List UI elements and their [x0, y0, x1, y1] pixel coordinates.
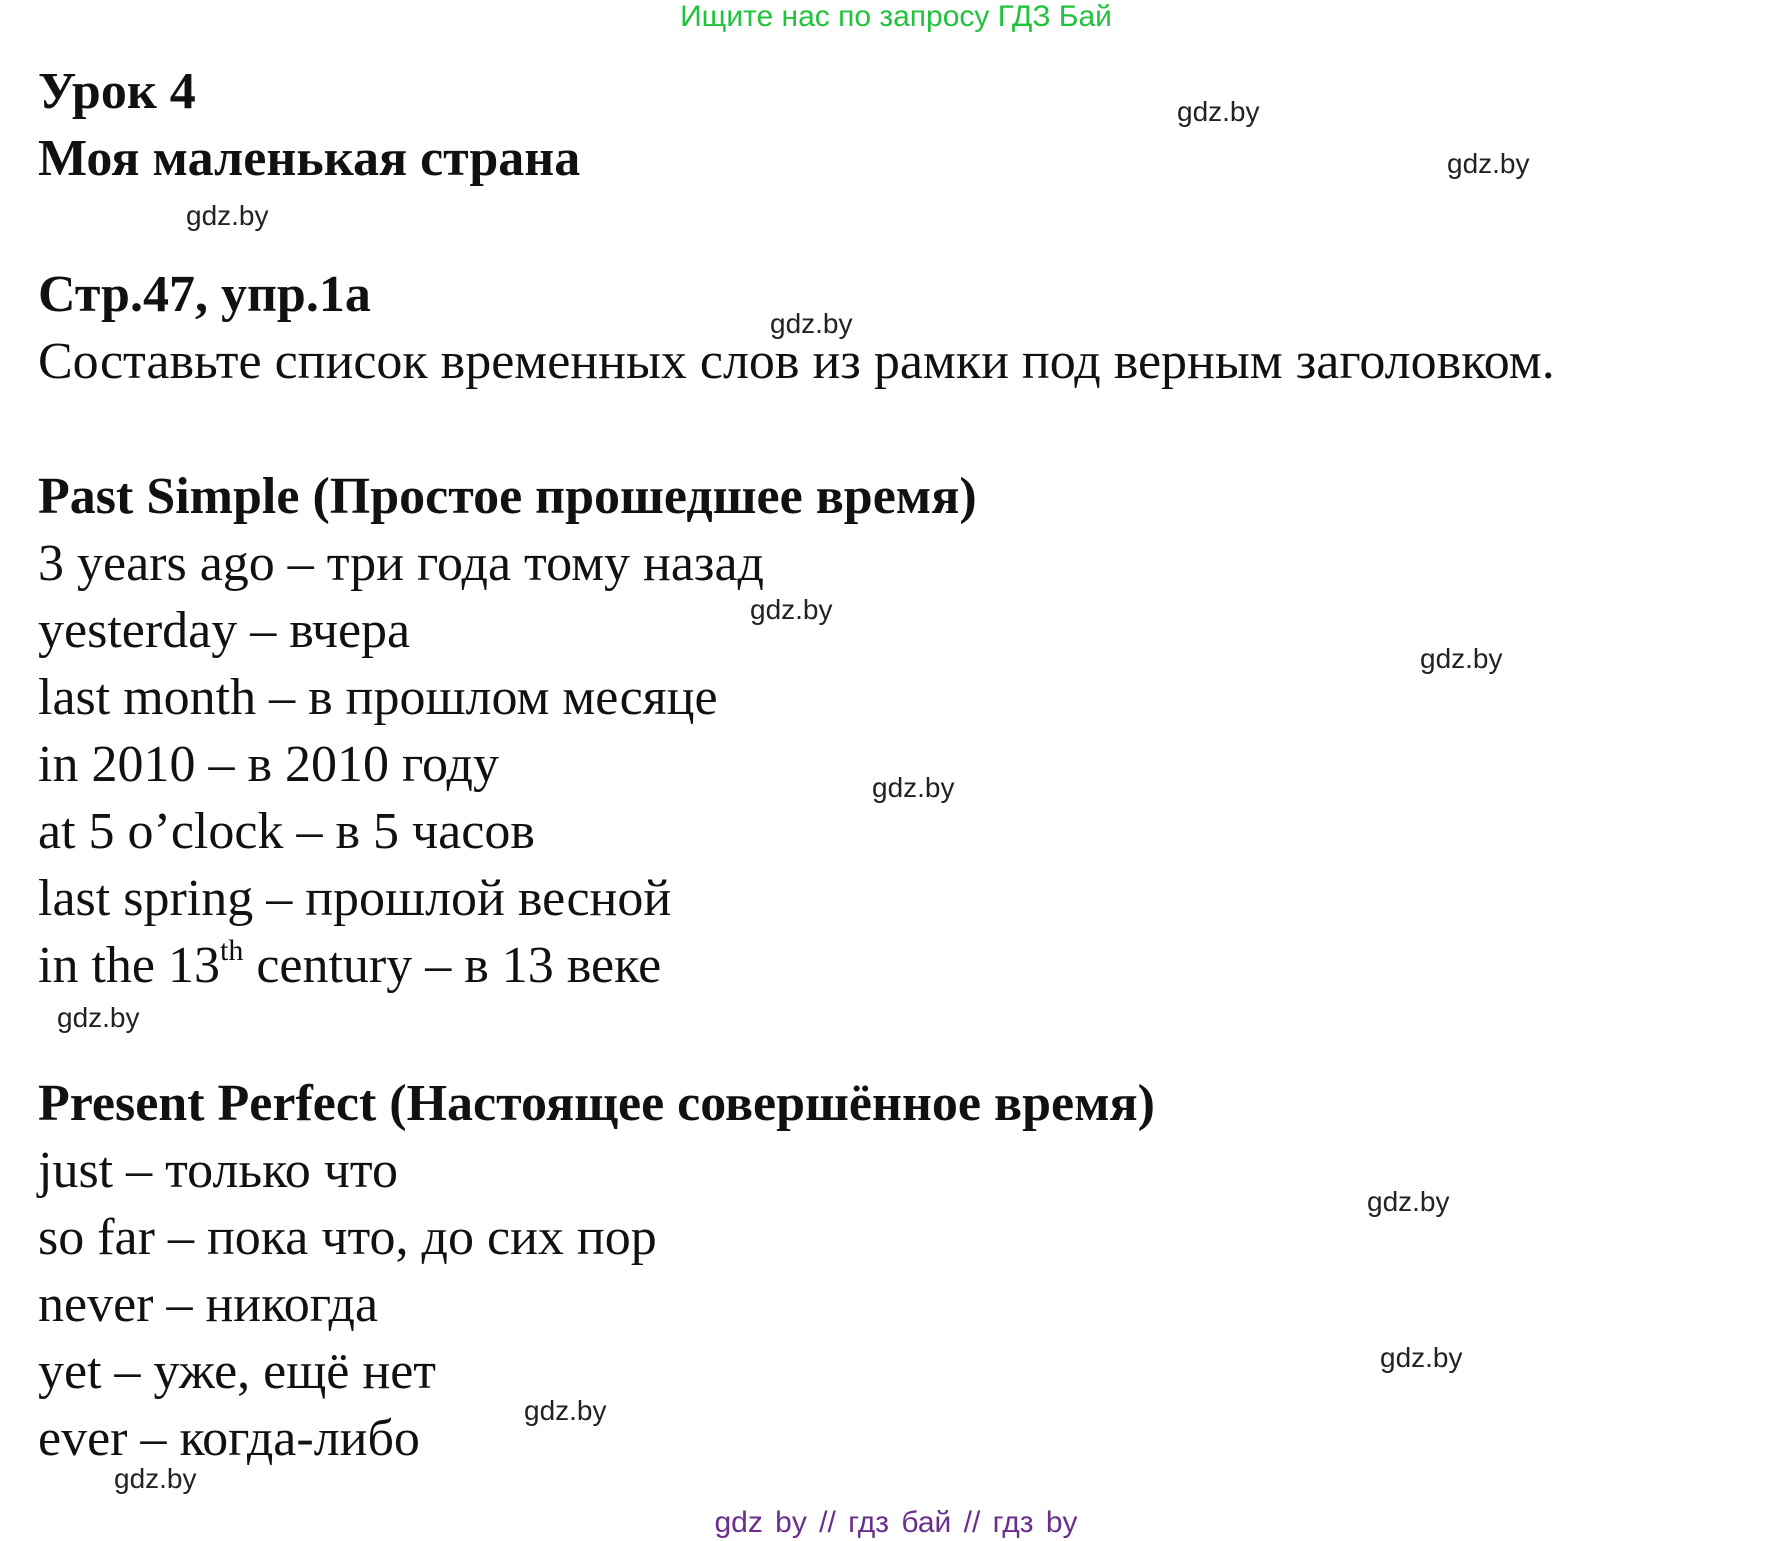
watermark: gdz.by — [57, 1002, 140, 1033]
century-after: century – в 13 веке — [243, 937, 662, 994]
list-item: ever – когда-либо — [38, 1410, 420, 1467]
list-item: never – никогда — [38, 1276, 379, 1333]
lesson-header — [38, 58, 580, 192]
list-item: yesterday – вчера — [38, 602, 411, 659]
watermark: gdz.by — [872, 772, 955, 803]
exercise-ref: Стр.47, упр.1a — [38, 266, 371, 323]
list-item: so far – пока что, до сих пор — [38, 1209, 657, 1266]
watermark: gdz.by — [1177, 96, 1260, 127]
watermark: gdz.by — [524, 1395, 607, 1426]
watermark: gdz.by — [1447, 148, 1530, 179]
past-simple-heading: Past Simple (Простое прошедшее время) — [38, 468, 977, 525]
bottom-banner: gdz by // гдз бай // гдз by — [714, 1506, 1078, 1539]
present-perfect-heading: Present Perfect (Настоящее совершённое время) — [38, 1075, 1155, 1132]
lesson-subtitle: Моя маленькая страна — [38, 130, 581, 187]
top-banner: Ищите нас по запросу ГДЗ Бай — [680, 0, 1112, 33]
watermark: gdz.by — [750, 594, 833, 625]
watermark: gdz.by — [1367, 1186, 1450, 1217]
list-item: last month – в прошлом месяце — [38, 669, 718, 726]
century-before: in the 13 — [38, 937, 220, 994]
past-simple-section — [38, 463, 977, 999]
list-item: just – только что — [38, 1142, 398, 1199]
list-item-century — [38, 932, 977, 999]
exercise-instruction: Составьте список временных слов из рамки под верным заголовком. — [38, 333, 1555, 390]
list-item: yet – уже, ещё нет — [38, 1343, 436, 1400]
list-item: at 5 o’clock – в 5 часов — [38, 803, 535, 860]
list-item: in 2010 – в 2010 году — [38, 736, 499, 793]
lesson-title: Урок 4 — [38, 63, 196, 120]
watermark: gdz.by — [1420, 643, 1503, 674]
list-item: 3 years ago – три года тому назад — [38, 535, 764, 592]
watermark: gdz.by — [186, 200, 269, 231]
watermark: gdz.by — [1380, 1342, 1463, 1373]
list-item: last spring – прошлой весной — [38, 870, 672, 927]
century-superscript: th — [219, 934, 244, 967]
watermark: gdz.by — [770, 308, 853, 339]
watermark: gdz.by — [114, 1463, 197, 1494]
